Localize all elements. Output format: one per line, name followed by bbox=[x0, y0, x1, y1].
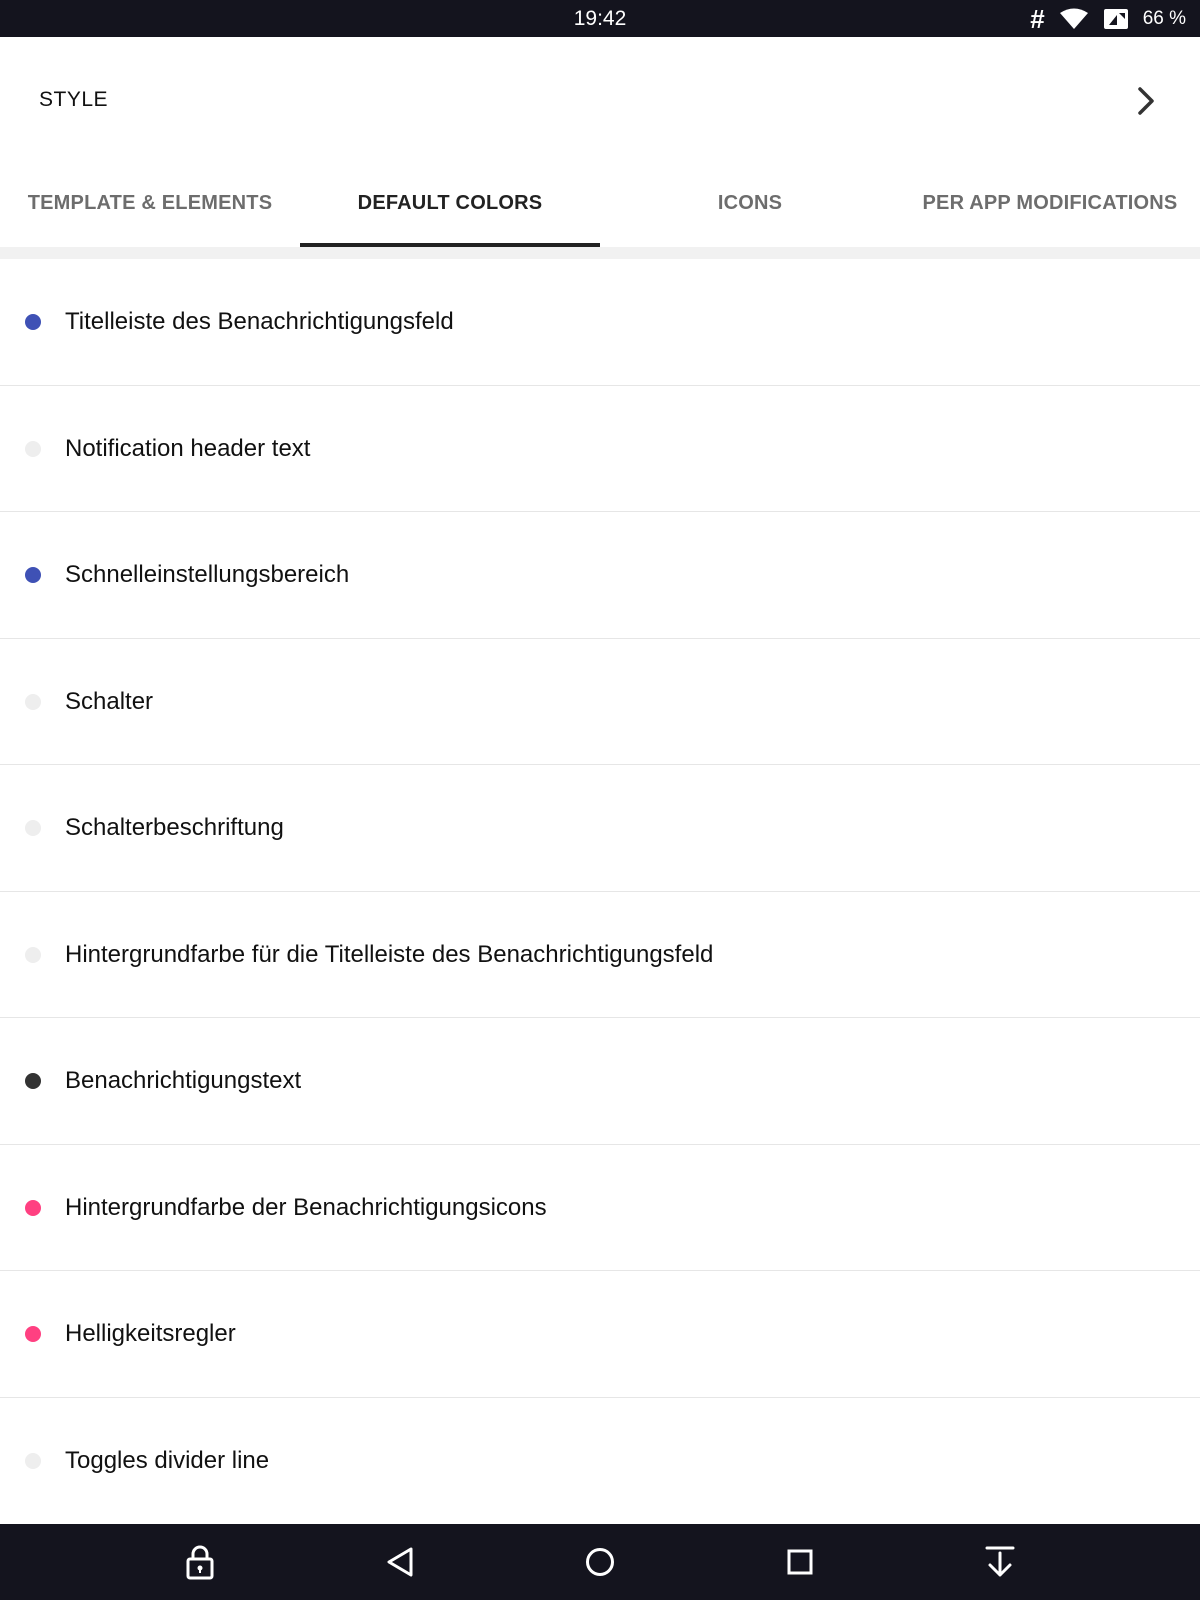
list-item-label: Toggles divider line bbox=[65, 1446, 270, 1474]
pull-down-icon[interactable] bbox=[970, 1532, 1030, 1592]
status-icons bbox=[1030, 6, 1186, 32]
list-item-label: Schalter bbox=[65, 687, 154, 715]
color-swatch bbox=[25, 820, 41, 836]
color-swatch bbox=[25, 314, 41, 330]
list-item[interactable] bbox=[0, 1398, 1200, 1525]
color-swatch bbox=[25, 1073, 41, 1089]
list-item-label: Titelleiste des Benachrichtigungsfeld bbox=[65, 308, 454, 335]
list-item[interactable] bbox=[0, 1145, 1200, 1272]
back-icon[interactable] bbox=[370, 1532, 430, 1592]
style-header bbox=[0, 37, 1200, 247]
home-icon[interactable] bbox=[570, 1532, 630, 1592]
list-item[interactable] bbox=[0, 259, 1200, 386]
wifi-icon bbox=[1059, 8, 1089, 30]
list-item[interactable] bbox=[0, 512, 1200, 639]
color-swatch bbox=[25, 1200, 41, 1216]
list-item[interactable] bbox=[0, 1018, 1200, 1145]
tab-default-colors[interactable]: DEFAULT COLORS bbox=[300, 185, 600, 247]
hash-icon: # bbox=[1030, 4, 1045, 34]
list-item[interactable] bbox=[0, 892, 1200, 1019]
navigation-bar bbox=[0, 1524, 1200, 1600]
list-item-label: Schnelleinstellungsbereich bbox=[65, 561, 350, 588]
list-item[interactable] bbox=[0, 765, 1200, 892]
status-time: 19:42 bbox=[573, 7, 627, 30]
status-bar bbox=[0, 0, 1200, 37]
color-swatch bbox=[25, 1326, 41, 1342]
page-title: STYLE bbox=[39, 88, 109, 111]
list-item[interactable] bbox=[0, 639, 1200, 766]
color-swatch bbox=[25, 947, 41, 963]
list-item-label: Notification header text bbox=[65, 434, 311, 462]
list-item-label: Hintergrundfarbe für die Titelleiste des Benachrichtigungsfeld bbox=[65, 940, 714, 968]
color-swatch bbox=[25, 441, 41, 457]
battery-level: 66 % bbox=[1142, 8, 1186, 29]
recents-icon[interactable] bbox=[770, 1532, 830, 1592]
color-swatch bbox=[25, 1453, 41, 1469]
tab-per-app-modifications[interactable]: PER APP MODIFICATIONS bbox=[922, 192, 1178, 214]
color-swatch bbox=[25, 567, 41, 583]
list-item-label: Benachrichtigungstext bbox=[65, 1067, 302, 1094]
color-list bbox=[0, 259, 1200, 1524]
list-item-label: Schalterbeschriftung bbox=[65, 814, 284, 841]
no-sim-icon bbox=[1103, 7, 1129, 31]
lock-icon[interactable] bbox=[170, 1532, 230, 1592]
list-item-label: Hintergrundfarbe der Benachrichtigungsicons bbox=[65, 1193, 547, 1221]
color-swatch bbox=[25, 694, 41, 710]
chevron-right-icon[interactable] bbox=[1126, 81, 1166, 121]
list-item[interactable] bbox=[0, 386, 1200, 513]
list-item[interactable] bbox=[0, 1271, 1200, 1398]
tab-template-elements[interactable]: TEMPLATE & ELEMENTS bbox=[27, 192, 273, 214]
tab-bar bbox=[0, 185, 1200, 247]
tab-icons[interactable]: ICONS bbox=[717, 192, 783, 214]
divider bbox=[0, 247, 1200, 259]
list-item-label: Helligkeitsregler bbox=[65, 1320, 236, 1347]
